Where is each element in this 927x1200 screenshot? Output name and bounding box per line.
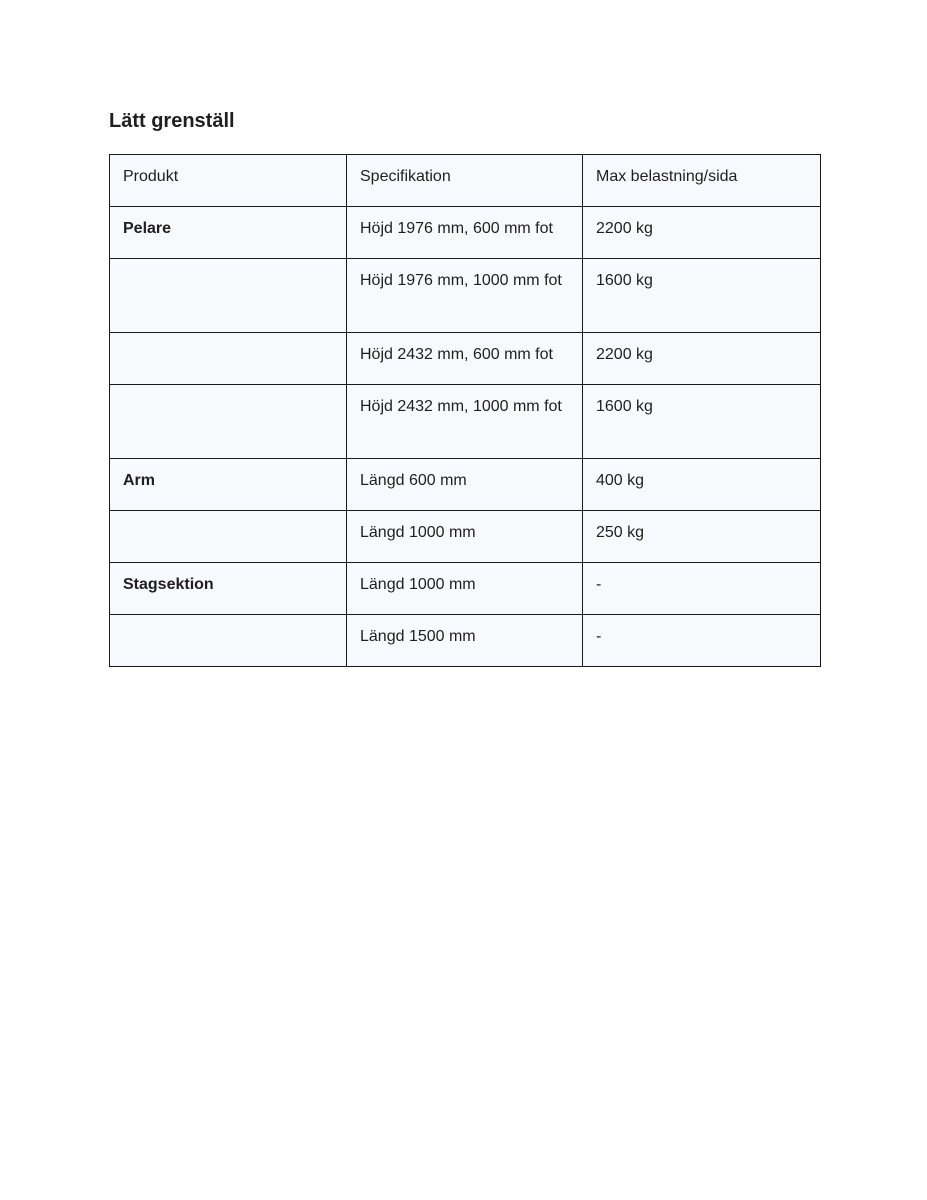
spec-cell: Längd 600 mm — [347, 459, 583, 511]
load-cell: 1600 kg — [583, 259, 821, 333]
header-cell-spec: Specifikation — [347, 155, 583, 207]
table-row — [110, 207, 821, 259]
load-cell: 400 kg — [583, 459, 821, 511]
table-row — [110, 459, 821, 511]
load-cell: 1600 kg — [583, 385, 821, 459]
load-cell: - — [583, 615, 821, 667]
table-row — [110, 615, 821, 667]
table-row — [110, 563, 821, 615]
header-cell-product: Produkt — [110, 155, 347, 207]
table-row — [110, 259, 821, 333]
page-title: Lätt grenställ — [109, 110, 235, 132]
header-cell-load: Max belastning/sida — [583, 155, 821, 207]
spec-cell: Höjd 1976 mm, 1000 mm fot — [347, 259, 583, 333]
load-cell: 250 kg — [583, 511, 821, 563]
table-row — [110, 333, 821, 385]
product-cell — [110, 259, 347, 333]
spec-cell: Höjd 2432 mm, 1000 mm fot — [347, 385, 583, 459]
load-cell: 2200 kg — [583, 207, 821, 259]
load-cell: - — [583, 563, 821, 615]
product-cell: Arm — [110, 459, 347, 511]
spec-table — [109, 154, 821, 667]
product-cell: Stagsektion — [110, 563, 347, 615]
table-row — [110, 511, 821, 563]
load-cell: 2200 kg — [583, 333, 821, 385]
spec-cell: Längd 1500 mm — [347, 615, 583, 667]
spec-cell: Höjd 1976 mm, 600 mm fot — [347, 207, 583, 259]
product-cell: Pelare — [110, 207, 347, 259]
product-cell — [110, 333, 347, 385]
product-cell — [110, 385, 347, 459]
product-cell — [110, 615, 347, 667]
table-header-row — [110, 155, 821, 207]
spec-cell: Höjd 2432 mm, 600 mm fot — [347, 333, 583, 385]
spec-cell: Längd 1000 mm — [347, 511, 583, 563]
table-row — [110, 385, 821, 459]
spec-cell: Längd 1000 mm — [347, 563, 583, 615]
product-cell — [110, 511, 347, 563]
